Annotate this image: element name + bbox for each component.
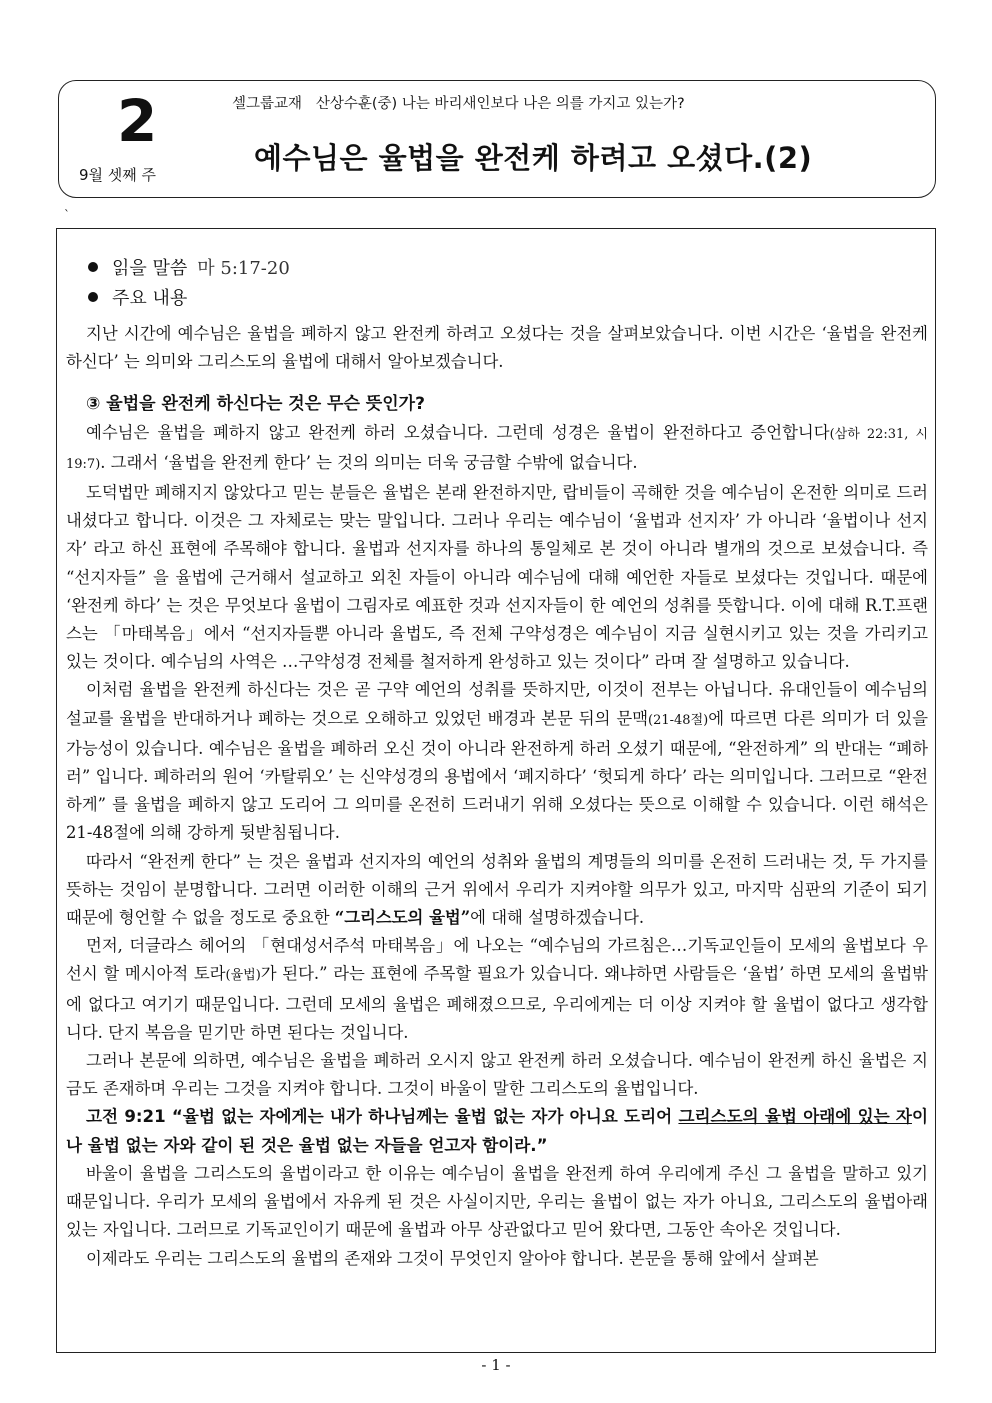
bullet-icon	[88, 262, 98, 272]
reading-label: 읽을 말씀	[112, 258, 188, 279]
series-subtitle: 셀그룹교재 산상수훈(중) 나는 바리새인보다 나은 의를 가지고 있는가?	[232, 96, 685, 112]
stray-mark: `	[64, 208, 70, 222]
reading-reference: 마 5:17-20	[197, 258, 290, 279]
week-label: 9월 셋째 주	[79, 166, 157, 184]
intro-paragraph: 지난 시간에 예수님은 율법을 폐하지 않고 완전케 하려고 오셨다는 것을 살펴보았습니다. 이번 시간은 ‘율법을 완전케 하신다’ 는 의미와 그리스도의 율법에 대해서 알아보겠습니다.	[66, 324, 928, 372]
paragraph-2: 도덕법만 폐해지지 않았다고 믿는 분들은 율법은 본래 완전하지만, 랍비들이 곡해한 것을 예수님이 온전한 의미로 드러내셨다고 합니다. 이것은 그 자체로는 맞는 말입니다. 그러나 우리는 예수님이 ‘율법과 선지자’ 가 아니라 ‘율법이나 선지자’ 라고 하신 표현에 주목해야 합니다. 율법과 선지자를 하나의 통일체로 본 것이 아니라 별개의 것으로 보셨습니다. 즉 “선지자들” 을 율법에 근거해서 설교하고 외친 자들이 아니라 예수님에 대해 예언한 자들로 보셨다는 것입니다. 때문에 ‘완전케 하다’ 는 것은 무엇보다 율법이 그림자로 예표한 것과 선지자들이 한 예언의 성취를 뜻합니다. 이에 대해 R.T.프랜스는 「마태복음」에서 “선지자들뿐 아니라 율법도, 즉 전체 구약성경은 예수님이 지금 실현시키고 있는 것을 가리키고 있는 것이다. 예수님의 사역은 …구약성경 전체를 철저하게 완성하고 있는 것이다” 라며 잘 설명하고 있습니다.	[66, 483, 928, 672]
paragraph-4: 따라서 “완전케 한다” 는 것은 율법과 선지자의 예언의 성취와 율법의 계명들의 의미를 온전히 드러내는 것, 두 가지를 뜻하는 것임이 분명합니다. 그러면 이러한 이해의 근거 위에서 우리가 지켜야할 의무가 있고, 마지막 심판의 기준이 되기 때문에 형언할 수 없을 정도로 중요한 “그리스도의 율법”에 대해 설명하겠습니다.	[66, 851, 928, 928]
lesson-number: 2	[117, 87, 158, 155]
body-text	[66, 320, 928, 1273]
page-number: - 1 -	[481, 1356, 511, 1374]
main-content-label: 주요 내용	[112, 288, 188, 309]
page-title: 예수님은 율법을 완전케 하려고 오셨다.(2)	[254, 141, 813, 175]
reading-row	[88, 254, 290, 280]
paragraph-7: 바울이 율법을 그리스도의 율법이라고 한 이유는 예수님이 율법을 완전케 하여 우리에게 주신 그 율법을 말하고 있기 때문입니다. 우리가 모세의 율법에서 자유케 된 것은 사실이지만, 우리는 율법이 없는 자가 아니요, 그리스도의 율법아래 있는 자입니다. 그러므로 기독교인이기 때문에 율법과 아무 상관없다고 믿어 왔다면, 그동안 속아온 것입니다.	[66, 1163, 928, 1240]
paragraph-1: 예수님은 율법을 폐하지 않고 완전케 하러 오셨습니다. 그런데 성경은 율법이 완전하다고 증언합니다(삼하 22:31, 시 19:7). 그래서 ‘율법을 완전케 한다’ 는 것의 의미는 더욱 궁금할 수밖에 없습니다.	[66, 422, 929, 472]
bullet-icon	[88, 292, 98, 302]
paragraph-6: 그러나 본문에 의하면, 예수님은 율법을 폐하러 오시지 않고 완전케 하러 오셨습니다. 예수님이 완전케 하신 율법은 지금도 존재하며 우리는 그것을 지켜야 합니다. 그것이 바울이 말한 그리스도의 율법입니다.	[66, 1051, 928, 1099]
section-heading: ③ 율법을 완전케 하신다는 것은 무슨 뜻인가?	[86, 394, 425, 415]
verse-quote: 고전 9:21 “율법 없는 자에게는 내가 하나님께는 율법 없는 자가 아니요 도리어 그리스도의 율법 아래에 있는 자이나 율법 없는 자와 같이 된 것은 율법 없는 자들을 얻고자 함이라.”	[66, 1107, 928, 1155]
paragraph-8: 이제라도 우리는 그리스도의 율법의 존재와 그것이 무엇인지 알아야 합니다. 본문을 통해 앞에서 살펴본	[86, 1248, 819, 1268]
paragraph-5: 먼저, 더글라스 헤어의 「현대성서주석 마태복음」에 나오는 “예수님의 가르침은…기독교인들이 모세의 율법보다 우선시 할 메시아적 토라(율법)가 된다.” 라는 표현에 주목할 필요가 있습니다. 왜냐하면 사람들은 ‘율법’ 하면 모세의 율법밖에 없다고 여기기 때문입니다. 그런데 모세의 율법은 폐해졌으므로, 우리에게는 더 이상 지켜야 할 율법이 없다고 생각합니다. 단지 복음을 믿기만 하면 된다는 것입니다.	[66, 936, 928, 1042]
main-content-row	[88, 284, 187, 310]
paragraph-3: 이처럼 율법을 완전케 하신다는 것은 곧 구약 예언의 성취를 뜻하지만, 이것이 전부는 아닙니다. 유대인들이 예수님의 설교를 율법을 반대하거나 폐하는 것으로 오해하고 있었던 배경과 본문 뒤의 문맥(21-48절)에 따르면 다른 의미가 더 있을 가능성이 있습니다. 예수님은 율법을 폐하러 오신 것이 아니라 완전하게 하러 오셨기 때문에, “완전하게” 의 반대는 “폐하러” 입니다. 폐하러의 원어 ‘카탈뤼오’ 는 신약성경의 용법에서 ‘폐지하다’ ‘헛되게 하다’ 라는 의미입니다. 그러므로 “완전하게” 를 율법을 폐하지 않고 도리어 그 의미를 온전히 드러내기 위해 오셨다는 뜻으로 이해할 수 있습니다. 이런 해석은 21-48절에 의해 강하게 뒷받침됩니다.	[66, 680, 928, 843]
